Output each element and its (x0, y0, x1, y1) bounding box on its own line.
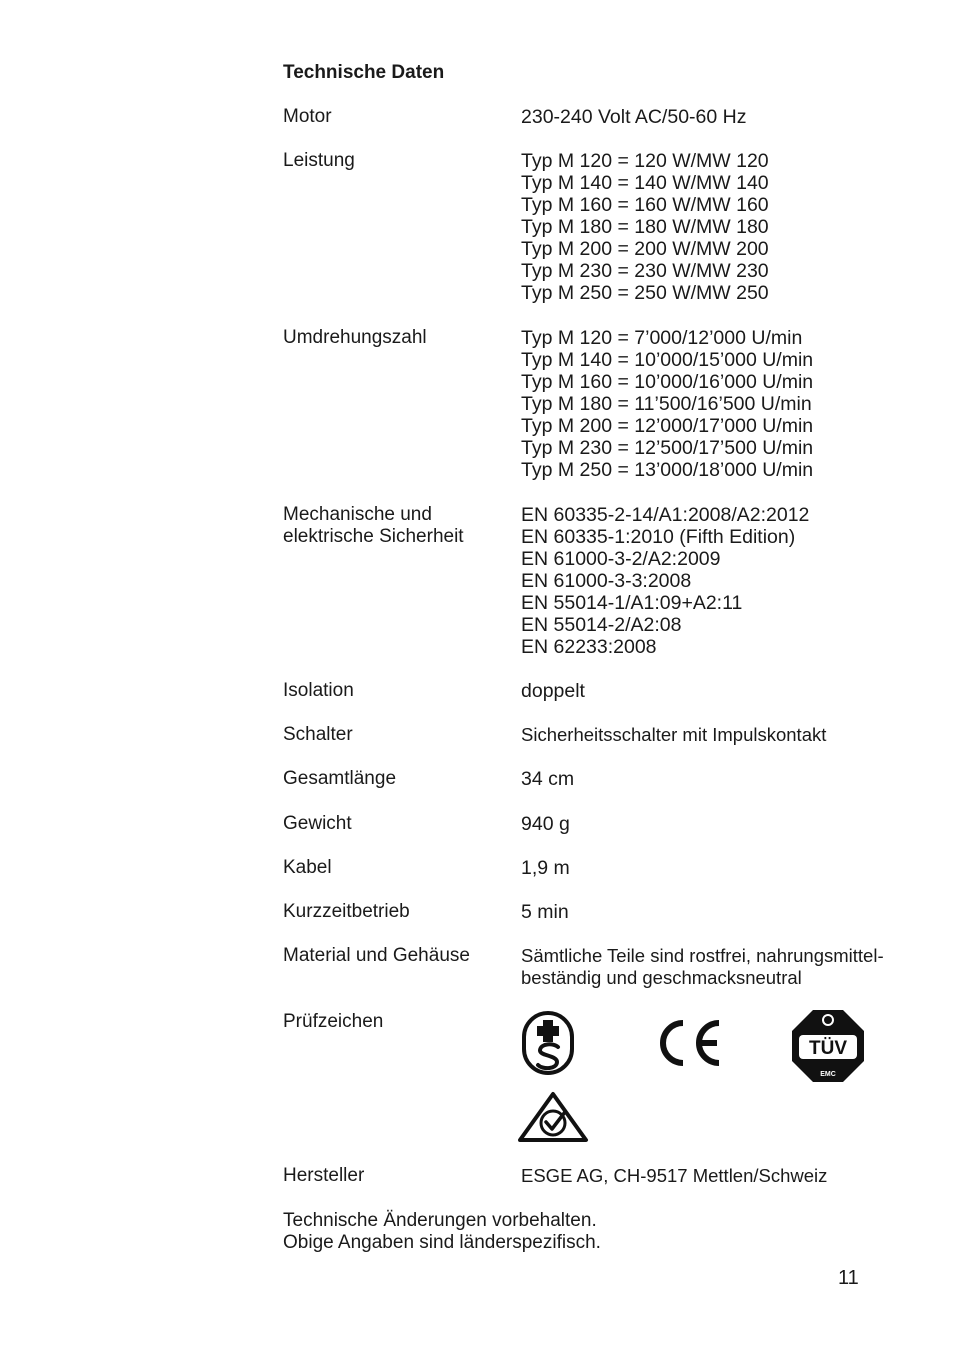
page-number: 11 (838, 1267, 859, 1289)
value-line: Typ M 180 = 11’500/16’500 U/min (521, 393, 812, 415)
value-line: Typ M 120 = 7’000/12’000 U/min (521, 327, 803, 349)
value-line: Typ M 160 = 160 W/MW 160 (521, 194, 769, 216)
emc-text: EMC (820, 1071, 836, 1078)
value-kurzzeitbetrieb (521, 901, 569, 923)
tuv-emc-mark-icon (791, 1009, 865, 1083)
page-title: Technische Daten (283, 62, 445, 83)
value-line: 940 g (521, 813, 570, 835)
footer-line: Technische Änderungen vorbehalten. (283, 1210, 597, 1231)
value-line: EN 61000-3-3:2008 (521, 570, 692, 592)
value-line: Typ M 250 = 250 W/MW 250 (521, 282, 769, 304)
value-line: beständig und geschmacksneutral (521, 967, 802, 988)
value-line: Typ M 250 = 13’000/18’000 U/min (521, 459, 814, 481)
value-line: Sämtliche Teile sind rostfrei, nahrungsmittel- (521, 945, 884, 966)
tuv-text: TÜV (809, 1038, 847, 1059)
value-schalter (521, 724, 826, 746)
value-sicherheit (521, 504, 809, 658)
value-line: 1,9 m (521, 857, 570, 879)
value-line: 5 min (521, 901, 569, 923)
label-kabel: Kabel (283, 857, 332, 878)
value-isolation (521, 680, 585, 702)
rcm-mark-icon (517, 1090, 589, 1144)
footer-line: Obige Angaben sind länderspezifisch. (283, 1232, 601, 1253)
value-line: EN 55014-1/A1:09+A2:11 (521, 592, 743, 614)
label-motor: Motor (283, 106, 332, 127)
label-schalter: Schalter (283, 724, 353, 745)
label-umdrehungszahl: Umdrehungszahl (283, 327, 427, 348)
value-line: EN 61000-3-2/A2:2009 (521, 548, 721, 570)
value-line: Typ M 230 = 230 W/MW 230 (521, 260, 769, 282)
label-gewicht: Gewicht (283, 813, 352, 834)
value-kabel (521, 857, 570, 879)
label-line: Mechanische und (283, 504, 432, 525)
value-line: doppelt (521, 680, 585, 702)
value-leistung (521, 150, 769, 304)
value-line: Typ M 120 = 120 W/MW 120 (521, 150, 769, 172)
label-material: Material und Gehäuse (283, 945, 470, 966)
value-line: 34 cm (521, 768, 575, 790)
value-line: Typ M 180 = 180 W/MW 180 (521, 216, 769, 238)
value-line: Typ M 230 = 12’500/17’500 U/min (521, 437, 814, 459)
value-line: 230-240 Volt AC/50-60 Hz (521, 106, 747, 128)
value-umdrehungszahl (521, 327, 813, 481)
label-pruefzeichen: Prüfzeichen (283, 1011, 384, 1032)
label-line: elektrische Sicherheit (283, 526, 464, 547)
value-line: Sicherheitsschalter mit Impulskontakt (521, 724, 827, 745)
value-line: EN 60335-1:2010 (Fifth Edition) (521, 526, 796, 548)
label-kurzzeitbetrieb: Kurzzeitbetrieb (283, 901, 410, 922)
value-hersteller (521, 1165, 827, 1187)
label-sicherheit (283, 504, 464, 548)
value-line: EN 60335-2-14/A1:2008/A2:2012 (521, 504, 810, 526)
label-hersteller: Hersteller (283, 1165, 365, 1186)
swiss-safety-mark-icon (521, 1010, 575, 1076)
value-line: Typ M 140 = 10’000/15’000 U/min (521, 349, 814, 371)
value-gesamtlaenge (521, 768, 574, 790)
value-line: EN 55014-2/A2:08 (521, 614, 682, 636)
value-material (521, 945, 884, 989)
value-line: Typ M 200 = 200 W/MW 200 (521, 238, 769, 260)
value-gewicht (521, 813, 570, 835)
value-line: Typ M 160 = 10’000/16’000 U/min (521, 371, 814, 393)
label-leistung: Leistung (283, 150, 355, 171)
value-line: Typ M 140 = 140 W/MW 140 (521, 172, 769, 194)
value-motor (521, 106, 746, 128)
value-line: ESGE AG, CH-9517 Mettlen/Schweiz (521, 1165, 828, 1186)
label-isolation: Isolation (283, 680, 354, 701)
ce-mark-icon (653, 1017, 725, 1069)
value-line: EN 62233:2008 (521, 636, 657, 658)
label-gesamtlaenge: Gesamtlänge (283, 768, 397, 789)
footer-note (283, 1210, 601, 1254)
value-line: Typ M 200 = 12’000/17’000 U/min (521, 415, 814, 437)
